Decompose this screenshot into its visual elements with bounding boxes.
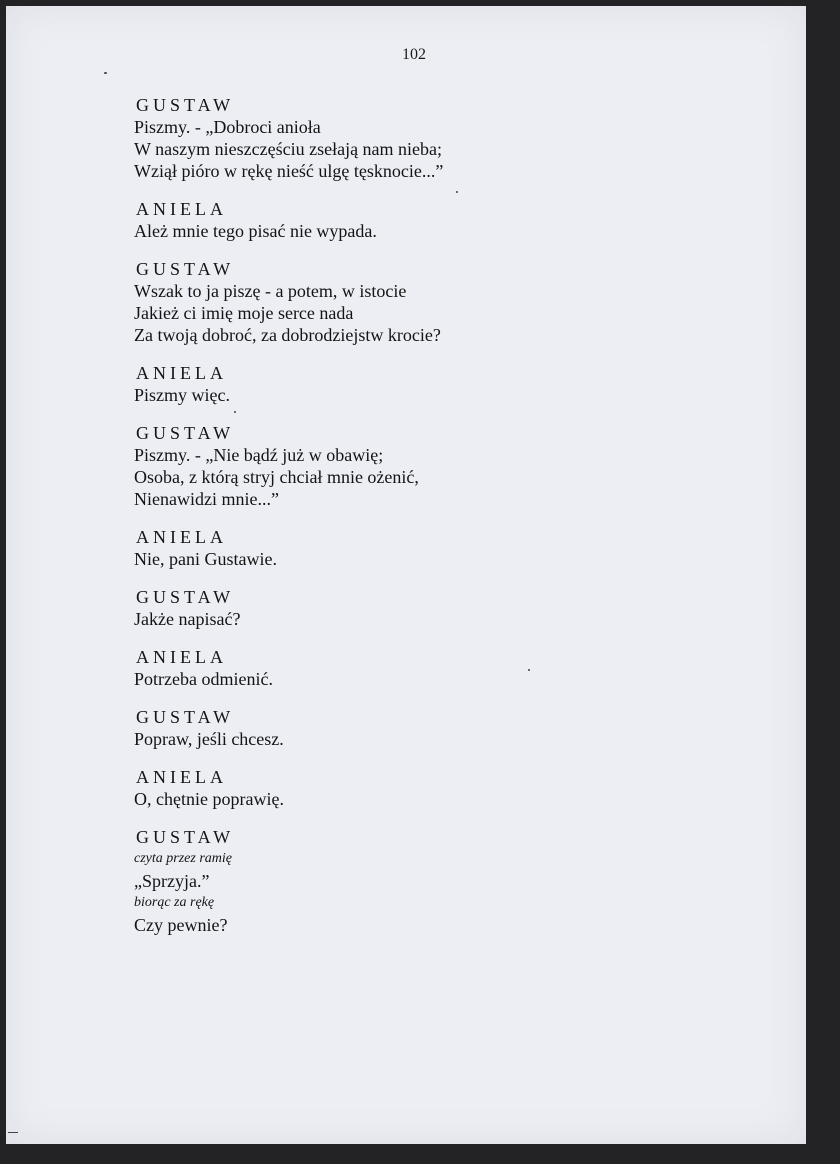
speaker-name: GUSTAW: [136, 707, 235, 727]
scan-speck: [528, 669, 530, 671]
scan-speck: [8, 1132, 18, 1133]
verse-line: Osoba, z którą stryj chciał mnie ożenić,: [134, 467, 419, 487]
scan-speck: [234, 411, 236, 413]
page-number: 102: [402, 46, 426, 63]
dialogue-exchange: [134, 258, 734, 346]
speaker-name: ANIELA: [136, 363, 227, 383]
speaker-name: ANIELA: [136, 767, 227, 787]
scan-speck: [104, 72, 107, 74]
speaker-name: GUSTAW: [136, 827, 235, 847]
dialogue-exchange: [134, 362, 734, 406]
verse-line: „Sprzyja.”: [134, 871, 210, 891]
verse-line: O, chętnie poprawię.: [134, 789, 284, 809]
dialogue-exchange: [134, 198, 734, 242]
speaker-name: ANIELA: [136, 199, 227, 219]
verse-line: Czy pewnie?: [134, 915, 228, 935]
verse-line: Piszmy. - „Nie bądź już w obawię;: [134, 445, 384, 465]
speaker-name: GUSTAW: [136, 259, 235, 279]
speaker-name: ANIELA: [136, 527, 227, 547]
stage-direction: biorąc za rękę: [134, 895, 215, 910]
dialogue-exchange: [134, 826, 734, 936]
document-page: [6, 6, 806, 1144]
stage-direction: czyta przez ramię: [134, 851, 232, 866]
verse-line: Wziął pióro w rękę nieść ulgę tęsknocie...”: [134, 161, 444, 181]
dialogue-text: [134, 94, 734, 952]
verse-line: Jakież ci imię moje serce nada: [134, 303, 354, 323]
verse-line: Potrzeba odmienić.: [134, 669, 273, 689]
dialogue-exchange: [134, 526, 734, 570]
verse-line: Piszmy. - „Dobroci anioła: [134, 117, 321, 137]
dialogue-exchange: [134, 586, 734, 630]
verse-line: Popraw, jeśli chcesz.: [134, 729, 284, 749]
dialogue-exchange: [134, 94, 734, 182]
verse-line: Jakże napisać?: [134, 609, 241, 629]
dialogue-exchange: [134, 706, 734, 750]
verse-line: Alеż mnie tego pisać nie wypada.: [134, 221, 377, 241]
dialogue-exchange: [134, 766, 734, 810]
speaker-name: GUSTAW: [136, 95, 235, 115]
speaker-name: ANIELA: [136, 647, 227, 667]
verse-line: Wszak to ja piszę - a potem, w istocie: [134, 281, 407, 301]
verse-line: Nienawidzi mnie...”: [134, 489, 279, 509]
speaker-name: GUSTAW: [136, 587, 235, 607]
dialogue-exchange: [134, 646, 734, 690]
scan-speck: [456, 191, 458, 193]
verse-line: Piszmy więc.: [134, 385, 230, 405]
verse-line: Za twoją dobroć, za dobrodziejstw krocie?: [134, 325, 441, 345]
dialogue-exchange: [134, 422, 734, 510]
verse-line: Nie, pani Gustawie.: [134, 549, 277, 569]
speaker-name: GUSTAW: [136, 423, 235, 443]
verse-line: W naszym nieszczęściu zsełają nam nieba;: [134, 139, 443, 159]
